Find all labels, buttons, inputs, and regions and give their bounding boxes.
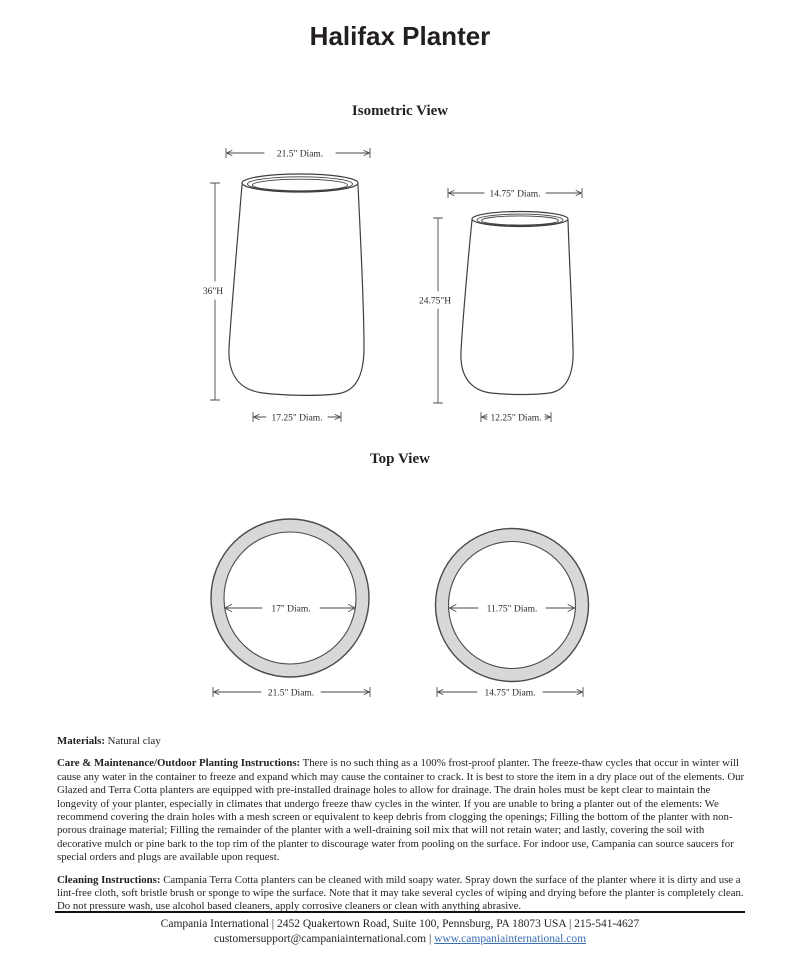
footer-contact-line [55, 932, 745, 947]
page-title: Halifax Planter [309, 21, 491, 51]
isometric-view-heading: Isometric View [351, 103, 449, 119]
dim-label-small-top-diam: 14.75" Diam. [489, 189, 541, 200]
dim-label-small-bottom-diam: 12.25" Diam. [490, 413, 542, 424]
dim-label-large-outer-diam: 21.5" Diam. [267, 688, 315, 699]
care-instructions-text: There is no such thing as a 100% frost-proof planter. The freeze-thaw cycles that occur in winter will cause any water in the container to freeze and expand which may cause the container to crack. It is best to store the item in a dry place out of the elements. Our Glazed and Terra Cotta planters are equipped with pre-installed drainage holes to allow for drainage. The drain holes must be kept clear to maintain the longevity of your planter, especially in climates that undergo freeze thaw cycles in the winter. If you are unable to bring a planter out of the elements: We recommend covering the drain holes with a mesh screen or equivalent to keep debris from clogging the openings; Filling the bottom of the planter with non-porous drainage material; Filling the remainder of the planter with a well-draining soil mix that will not retain water; and lastly, covering the soil with decorative mulch or pine bark to the top rim of the planter to discourage water from pooling on the surface. For indoor use, Campania can source saucers for special orders and plugs are available upon request. [57, 757, 745, 864]
cleaning-instructions-label: Cleaning Instructions: [57, 873, 161, 886]
materials-line [57, 735, 745, 748]
cleaning-instructions-paragraph [57, 874, 745, 914]
dim-label-large-bottom-diam: 17.25" Diam. [271, 413, 323, 424]
top-view-heading: Top View [370, 451, 430, 467]
footer [55, 911, 745, 947]
dim-label-large-height: 36"H [202, 287, 224, 297]
footer-email: customersupport@campaniainternational.com [213, 933, 427, 945]
materials-label: Materials: [57, 735, 105, 747]
dim-label-small-height: 24.75"H [418, 296, 452, 307]
large-planter-top-view-drawing [211, 519, 369, 677]
materials-value: Natural clay [107, 735, 161, 747]
small-planter-isometric-drawing [461, 212, 573, 395]
large-planter-isometric-drawing [229, 174, 364, 395]
dim-label-large-top-diam: 21.5" Diam. [276, 149, 324, 160]
small-planter-body-outline [461, 220, 573, 395]
dim-label-small-inner-diam: 11.75" Diam. [486, 604, 538, 615]
dim-label-small-outer-diam: 14.75" Diam. [484, 688, 536, 699]
care-instructions-label: Care & Maintenance/Outdoor Planting Instructions: [57, 757, 301, 770]
footer-separator: | [426, 933, 435, 945]
large-planter-body-outline [229, 185, 364, 395]
footer-website-link[interactable]: www.campaniainternational.com [434, 933, 587, 945]
footer-address-line: Campania International | 2452 Quakertown Road, Suite 100, Pennsburg, PA 18073 USA | 215-541-4627 [160, 918, 640, 930]
small-height-dimension [434, 218, 443, 403]
product-information-text [57, 735, 745, 914]
large-top-view-inner-circle [224, 532, 356, 664]
dim-label-large-inner-diam: 17" Diam. [271, 604, 311, 615]
cleaning-instructions-text: Campania Terra Cotta planters can be cleaned with mild soapy water. Spray down the surface of the planter where it is dirty and use a lint-free cloth, soft bristle brush or sponge to wipe the surface. Note that it may take several cycles of wiping and drying before the planter is completely clean. Do not pressure wash, use alcohol based cleaners, apply corrosive cleaners or clean with anything abrasive. [57, 873, 744, 913]
care-instructions-paragraph [57, 757, 745, 864]
